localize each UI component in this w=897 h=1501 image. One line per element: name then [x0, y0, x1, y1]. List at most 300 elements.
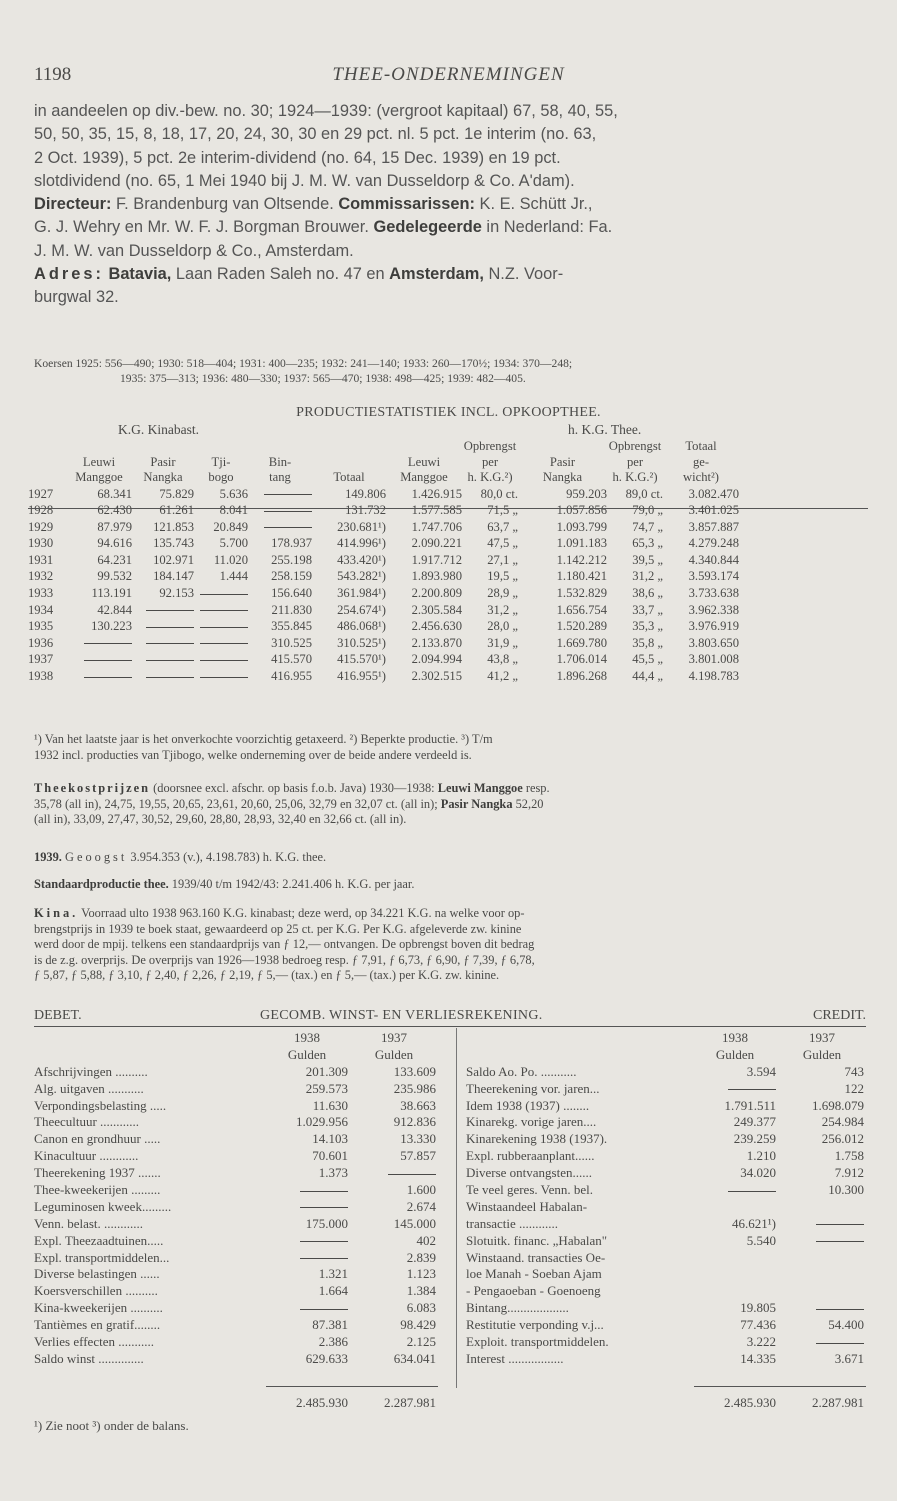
theekostprijzen-text: resp.: [522, 781, 550, 795]
ledger-title: GECOMB. WINST- EN VERLIESREKENING.: [260, 1008, 543, 1023]
ledger-value-1938: 2.386: [318, 1334, 348, 1350]
empty-dash: [146, 677, 194, 678]
ledger-value-1937: [780, 1334, 864, 1351]
leuwi-manggoe-label: Leuwi Manggoe: [437, 781, 523, 795]
table-cell: 2.456.630: [411, 619, 462, 634]
ledger-row: [34, 1064, 444, 1081]
ledger-value-1937: 1.758: [834, 1148, 864, 1164]
table-cell: 1.669.780: [556, 635, 607, 650]
unit-label: Gulden: [287, 1046, 327, 1062]
ledger-label: Koersverschillen ..........: [34, 1283, 158, 1299]
ledger-value-1938: [266, 1182, 348, 1199]
empty-dash: [146, 627, 194, 628]
table-row: [28, 486, 739, 503]
empty-dash: [200, 643, 248, 644]
ledger-value-1938: 239.259: [733, 1131, 776, 1147]
ledger-row: [34, 1250, 444, 1267]
table-row: [28, 618, 739, 635]
table-cell: 1.577.585: [411, 503, 462, 518]
ledger-label: Theerekening vor. jaren...: [466, 1080, 600, 1096]
table-cell: 65,3 „: [632, 536, 663, 551]
ledger-value-1938: 1.791.511: [724, 1097, 776, 1113]
table-cell: 35,3 „: [632, 619, 663, 634]
credit-total-1938: 2.485.930: [724, 1395, 776, 1410]
table-cell: [194, 618, 248, 635]
table-cell: 959.203: [566, 486, 607, 501]
table-cell: 355.845: [271, 619, 312, 634]
ledger-label: Diverse belastingen ......: [34, 1266, 160, 1282]
ledger-value-1937: 133.609: [393, 1063, 436, 1079]
table-cell: 415.570¹): [337, 652, 386, 667]
ledger-label: Kinarekg. vorige jaren....: [466, 1114, 597, 1130]
amsterdam-address: N.Z. Voor-: [483, 265, 564, 284]
table-rule: [28, 508, 868, 509]
table-cell: 80,0 ct.: [480, 486, 518, 501]
ledger-row: [466, 1300, 866, 1317]
table-cell: 8.041: [219, 503, 248, 518]
table-cell: 1.520.289: [556, 619, 607, 634]
table-cell: 31,9 „: [487, 635, 518, 650]
ledger-value-1938: 1.664: [318, 1283, 348, 1299]
ledger-label: Expl. transportmiddelen...: [34, 1249, 170, 1265]
ledger-row: [34, 1131, 444, 1148]
ledger-value-1938: [266, 1199, 348, 1216]
ledger-value-1937: [780, 1233, 864, 1250]
ledger-label: loe Manah - Soeban Ajam: [466, 1266, 602, 1282]
ledger-label: Exploit. transportmiddelen.: [466, 1334, 609, 1350]
ledger-value-1938: 34.020: [740, 1165, 776, 1181]
geoogst-label: Geoogst: [65, 850, 128, 864]
debet-total-1938: 2.485.930: [296, 1395, 348, 1410]
empty-dash: [300, 1207, 348, 1208]
table-cell: 2.200.809: [411, 586, 462, 601]
running-title: THEE-ONDERNEMINGEN: [332, 64, 565, 85]
productie-title: PRODUCTIESTATISTIEK INCL. OPKOOPTHEE.: [296, 405, 601, 420]
table-cell: 2.302.515: [411, 669, 462, 684]
table-cell: 74,7 „: [632, 519, 663, 534]
theekostprijzen-line: (all in), 33,09, 27,47, 30,52, 29,60, 28,80, 28,93, 32,40 en 32,66 ct. (all in).: [34, 812, 407, 826]
table-cell: 3.733.638: [688, 586, 739, 601]
intro-line: 50, 50, 35, 15, 8, 18, 17, 20, 24, 30, 30 en 29 pct. nl. 5 pct. 1e interim (no. 63,: [34, 125, 597, 144]
theekostprijzen-text: 35,78 (all in), 24,75, 19,55, 20,65, 23,61, 20,60, 25,06, 32,79 en 32,07 ct. (all in);: [34, 796, 441, 811]
table-cell: 1.706.014: [556, 652, 607, 667]
empty-dash: [300, 1241, 348, 1242]
credit-total-1937: 2.287.981: [812, 1395, 864, 1410]
ledger-row: [34, 1098, 444, 1115]
table-cell: 94.616: [97, 536, 132, 551]
empty-dash: [200, 677, 248, 678]
table-cell: [132, 668, 194, 685]
table-cell: 3.962.338: [688, 602, 739, 617]
ledger-value-1938: 1.210: [746, 1148, 776, 1164]
table-cell: 3.976.919: [688, 619, 739, 634]
ledger-label: transactie ............: [466, 1215, 559, 1231]
ledger-row: [34, 1199, 444, 1216]
ledger-label: Leguminosen kweek.........: [34, 1198, 172, 1214]
debet-totals: [34, 1395, 444, 1412]
theekostprijzen-text: 52,20: [512, 796, 544, 811]
ledger-value-1937: 3.671: [834, 1350, 864, 1366]
amsterdam-label: Amsterdam,: [389, 265, 484, 284]
column-header: Bin- tang: [268, 454, 292, 484]
table-cell: 1.426.915: [411, 486, 462, 501]
standaardproductie-text: 1939/40 t/m 1942/43: 2.241.406 h. K.G. per jaar.: [168, 877, 415, 891]
table-cell: [194, 602, 248, 619]
table-cell: 31,2 „: [487, 602, 518, 617]
table-cell: 1.893.980: [411, 569, 462, 584]
table-cell: 416.955¹): [337, 669, 386, 684]
empty-dash: [816, 1309, 864, 1310]
ledger-label: Te veel geres. Venn. bel.: [466, 1182, 593, 1198]
page-number: 1198: [34, 64, 72, 85]
table-cell: 44,4 „: [632, 669, 663, 684]
intro-line: 2 Oct. 1939), 5 pct. 2e interim-dividend (no. 64, 15 Dec. 1939) en 19 pct.: [34, 148, 561, 167]
ledger-label: Thee-kweekerijen .........: [34, 1182, 161, 1198]
directeur-value: F. Brandenburg van Oltsende.: [111, 195, 339, 214]
ledger-row: [34, 1317, 444, 1334]
ledger-label: Kinarekening 1938 (1937).: [466, 1131, 608, 1147]
table-cell: 39,5 „: [632, 552, 663, 567]
ledger-value-1938: 201.309: [305, 1063, 348, 1079]
table-cell: 3.803.650: [688, 635, 739, 650]
table-cell: 92.153: [159, 586, 194, 601]
empty-dash: [146, 643, 194, 644]
year-cell: 1937: [28, 652, 54, 667]
ledger-value-1938: 1.029.956: [296, 1114, 348, 1130]
empty-dash: [200, 627, 248, 628]
ledger-row: [34, 1351, 444, 1368]
year-header: [28, 439, 66, 486]
table-row: [28, 519, 739, 536]
koersen-block: [34, 357, 866, 386]
empty-dash: [200, 594, 248, 595]
ledger-row: [34, 1266, 444, 1283]
ledger-value-1937: [352, 1165, 436, 1182]
ledger-value-1937: 2.125: [406, 1334, 436, 1350]
gedelegeerde-label: Gedelegeerde: [373, 218, 482, 237]
table-cell: 1.091.183: [556, 536, 607, 551]
geoogst-text: 3.954.353 (v.), 4.198.783) h. K.G. thee.: [127, 850, 327, 864]
unit-label: Gulden: [802, 1046, 842, 1062]
table-cell: 1.747.706: [411, 519, 462, 534]
empty-dash: [84, 677, 132, 678]
ledger-row: [34, 1182, 444, 1199]
ledger-value-1937: 254.984: [821, 1114, 864, 1130]
table-cell: 3.401.025: [688, 503, 739, 518]
ledger-row: [34, 1233, 444, 1250]
intro-line: J. M. W. van Dusseldorp & Co., Amsterdam.: [34, 241, 354, 260]
table-cell: 79,0 „: [632, 503, 663, 518]
table-cell: 149.806: [345, 486, 386, 501]
table-cell: 258.159: [271, 569, 312, 584]
credit-totals: [466, 1395, 866, 1412]
table-row: [28, 585, 739, 602]
empty-dash: [728, 1191, 776, 1192]
ledger-row: [466, 1334, 866, 1351]
table-cell: 310.525¹): [337, 635, 386, 650]
year-1937: 1937: [381, 1030, 407, 1045]
table-row: [28, 502, 739, 519]
table-cell: 11.020: [213, 552, 248, 567]
table-cell: 4.198.783: [688, 669, 739, 684]
ledger-value-1937: 7.912: [834, 1165, 864, 1181]
ledger-divider: [456, 1028, 457, 1388]
table-cell: [194, 668, 248, 685]
table-cell: 38,6 „: [632, 586, 663, 601]
year-1938: 1938: [294, 1030, 320, 1045]
ledger-label: Alg. uitgaven ...........: [34, 1080, 144, 1096]
table-row: [28, 602, 739, 619]
kinabast-group-label: K.G. Kinabast.: [118, 422, 199, 437]
kina-label: Kina.: [34, 906, 79, 920]
empty-dash: [146, 660, 194, 661]
ledger-unit-row: [34, 1047, 444, 1064]
ledger-value-1938: [266, 1300, 348, 1317]
year-cell: 1932: [28, 569, 54, 584]
ledger-row: [34, 1148, 444, 1165]
footnote-line: ¹) Van het laatste jaar is het onverkochte voorzichtig getaxeerd. ²) Beperkte productie. ³) T/m: [34, 732, 493, 746]
table-cell: [248, 502, 312, 519]
table-cell: 63,7 „: [487, 519, 518, 534]
ledger-value-1938: [694, 1081, 776, 1098]
company-intro: [34, 100, 866, 310]
table-cell: 61.261: [159, 503, 194, 518]
table-cell: 178.937: [271, 536, 312, 551]
table-cell: [66, 668, 132, 685]
table-cell: 2.305.584: [411, 602, 462, 617]
kina-line: ƒ 5,87, ƒ 5,88, ƒ 3,10, ƒ 2,40, ƒ 2,26, ƒ 2,19, ƒ 5,— (tax.) en ƒ 5,— (tax.) per K.G. zw. kinine.: [34, 968, 500, 982]
ledger-label: Theecultuur ............: [34, 1114, 140, 1130]
table-cell: 3.857.887: [688, 519, 739, 534]
table-cell: [132, 651, 194, 668]
column-header: Pasir Nangka: [143, 454, 183, 484]
ledger-value-1937: 122: [844, 1080, 864, 1096]
ledger-value-1938: 70.601: [312, 1148, 348, 1164]
ledger-row: [466, 1098, 866, 1115]
ledger-value-1938: [266, 1250, 348, 1267]
table-cell: 28,9 „: [487, 586, 518, 601]
ledger-label: Saldo Ao. Po. ...........: [466, 1063, 577, 1079]
table-cell: 28,0 „: [487, 619, 518, 634]
empty-dash: [146, 610, 194, 611]
table-cell: [248, 519, 312, 536]
table-cell: 62.430: [97, 503, 132, 518]
ledger-top-rule: [34, 1026, 866, 1027]
intro-line: [34, 216, 866, 239]
ledger-value-1938: 259.573: [305, 1080, 348, 1096]
ledger-value-1938: 87.381: [312, 1317, 348, 1333]
table-cell: 20.849: [213, 519, 248, 534]
ledger-value-1938: 629.633: [305, 1350, 348, 1366]
ledger-value-1937: 256.012: [821, 1131, 864, 1147]
ledger-value-1938: 77.436: [740, 1317, 776, 1333]
table-row: [28, 552, 739, 569]
ledger-value-1937: 743: [844, 1063, 864, 1079]
ledger-value-1938: 14.103: [312, 1131, 348, 1147]
table-cell: 5.636: [219, 486, 248, 501]
ledger-label: Expl. Theezaadtuinen.....: [34, 1232, 164, 1248]
productie-header-row: [28, 439, 739, 486]
ledger-value-1937: 145.000: [393, 1215, 436, 1231]
ledger-row: [34, 1283, 444, 1300]
table-row: [28, 635, 739, 652]
unit-label: Gulden: [374, 1046, 414, 1062]
ledger-row: [466, 1182, 866, 1199]
year-1938: 1938: [722, 1030, 748, 1045]
productie-footnotes: [34, 732, 866, 763]
ledger-row: [466, 1148, 866, 1165]
ledger-label: Diverse ontvangsten......: [466, 1165, 593, 1181]
table-cell: [194, 651, 248, 668]
intro-line: burgwal 32.: [34, 288, 119, 307]
table-cell: 33,7 „: [632, 602, 663, 617]
table-cell: [132, 618, 194, 635]
year-cell: 1927: [28, 486, 54, 501]
standaardproductie-label: Standaardproductie thee.: [34, 877, 169, 891]
empty-dash: [816, 1241, 864, 1242]
empty-dash: [728, 1089, 776, 1090]
ledger-value-1937: 54.400: [828, 1317, 864, 1333]
ledger-label: - Pengaoeban - Goenoeng: [466, 1283, 601, 1299]
ledger-row: [466, 1317, 866, 1334]
ledger-row: [34, 1216, 444, 1233]
table-row: [28, 651, 739, 668]
kina-block: [34, 906, 866, 984]
theekostprijzen-text: (doorsnee excl. afschr. op basis f.o.b. Java) 1930—1938:: [150, 781, 438, 795]
table-cell: 230.681¹): [337, 519, 386, 534]
batavia-address: Laan Raden Saleh no. 47 en: [171, 265, 390, 284]
commissarissen-value: K. E. Schütt Jr.,: [474, 195, 593, 214]
ledger-value-1937: 38.663: [400, 1097, 436, 1113]
empty-dash: [84, 660, 132, 661]
ledger-row: [466, 1064, 866, 1081]
ledger-value-1938: 1.321: [318, 1266, 348, 1282]
column-header: Totaal ge- wicht²): [683, 439, 719, 484]
empty-dash: [200, 660, 248, 661]
ledger-row: [466, 1266, 866, 1283]
table-cell: 1.142.212: [556, 552, 607, 567]
ledger-row: [466, 1199, 866, 1216]
ledger-value-1937: 10.300: [828, 1182, 864, 1198]
ledger-label: Expl. rubberaanplant......: [466, 1148, 595, 1164]
table-cell: 89,0 ct.: [625, 486, 663, 501]
table-cell: 1.180.421: [556, 569, 607, 584]
ledger-value-1938: 1.373: [318, 1165, 348, 1181]
table-cell: 2.090.221: [411, 536, 462, 551]
page-header: [34, 64, 863, 88]
table-cell: 486.068¹): [337, 619, 386, 634]
table-cell: 75.829: [159, 486, 194, 501]
thee-group-label: h. K.G. Thee.: [568, 422, 642, 437]
ledger-value-1937: [780, 1300, 864, 1317]
table-cell: 4.279.248: [688, 536, 739, 551]
ledger-footnote: ¹) Zie noot ³) onder de balans.: [34, 1418, 189, 1433]
table-cell: 211.830: [271, 602, 312, 617]
year-cell: 1929: [28, 519, 54, 534]
table-cell: 43,8 „: [487, 652, 518, 667]
ledger-value-1938: 19.805: [740, 1300, 776, 1316]
table-cell: 1.057.856: [556, 503, 607, 518]
ledger-label: Winstaand. transacties Oe-: [466, 1249, 606, 1265]
ledger-label: Slotuitk. financ. „Habalan": [466, 1232, 608, 1248]
table-row: [28, 535, 739, 552]
ledger-value-1937: 634.041: [393, 1350, 436, 1366]
table-cell: 3.082.470: [688, 486, 739, 501]
table-cell: 361.984¹): [337, 586, 386, 601]
column-header: Pasir Nangka: [542, 454, 583, 484]
ledger-row: [34, 1081, 444, 1098]
ledger-label: Kinacultuur ............: [34, 1148, 139, 1164]
empty-dash: [200, 610, 248, 611]
table-row: [28, 668, 739, 685]
table-cell: 1.656.754: [556, 602, 607, 617]
table-cell: [248, 486, 312, 503]
ledger-row: [466, 1165, 866, 1182]
table-cell: 1.444: [219, 569, 248, 584]
ledger-label: Saldo winst ..............: [34, 1350, 144, 1366]
kina-line: is de z.g. overprijs. De overprijs van 1926—1938 bedroeg resp. ƒ 7,91, ƒ 6,73, ƒ 6,90, ƒ 7,39, ƒ 6,78,: [34, 952, 535, 967]
table-cell: 255.198: [271, 552, 312, 567]
ledger-value-1937: 1.600: [406, 1182, 436, 1198]
column-header: Leuwi Manggoe: [75, 454, 123, 484]
column-header: Tji- bogo: [208, 454, 234, 484]
ledger-year-row: [34, 1030, 444, 1047]
table-cell: 1.896.268: [556, 669, 607, 684]
empty-dash: [264, 511, 312, 512]
ledger-row: [466, 1233, 866, 1250]
table-row: [28, 568, 739, 585]
table-cell: 99.532: [97, 569, 132, 584]
geoogst-year: 1939.: [34, 850, 62, 864]
empty-dash: [388, 1174, 436, 1175]
column-header: Leuwi Manggoe: [400, 454, 448, 484]
koersen-line: Koersen 1925: 556—490; 1930: 518—404; 1931: 400—235; 1932: 241—140; 1933: 260—170½; 1934: 370—248;: [34, 357, 573, 370]
ledger-label: Interest .................: [466, 1350, 564, 1366]
empty-dash: [300, 1258, 348, 1259]
table-cell: 45,5 „: [632, 652, 663, 667]
table-cell: 113.191: [91, 586, 132, 601]
ledger-label: Tantièmes en gratif........: [34, 1317, 161, 1333]
footnote-line: 1932 incl. producties van Tjibogo, welke onderneming over de beide andere verdeeld is.: [34, 747, 472, 762]
table-cell: [194, 585, 248, 602]
koersen-line: 1935: 375—313; 1936: 480—330; 1937: 565—470; 1938: 498—425; 1939: 482—405.: [120, 371, 526, 385]
table-cell: 135.743: [153, 536, 194, 551]
empty-dash: [300, 1309, 348, 1310]
intro-line: in aandeelen op div.-bew. no. 30; 1924—1939: (vergroot kapitaal) 67, 58, 40, 55,: [34, 102, 618, 120]
ledger-value-1938: 14.335: [740, 1350, 776, 1366]
table-cell: 71,5 „: [487, 503, 518, 518]
empty-dash: [84, 643, 132, 644]
ledger-row: [34, 1300, 444, 1317]
directeur-label: Directeur:: [34, 195, 112, 214]
ledger-value-1938: [694, 1182, 776, 1199]
table-cell: [132, 635, 194, 652]
commissarissen-label: Commissarissen:: [338, 195, 475, 214]
table-cell: 433.420¹): [337, 552, 386, 567]
table-cell: 131.732: [345, 503, 386, 518]
productie-body: [28, 486, 739, 685]
table-cell: 5.700: [219, 536, 248, 551]
ledger-row: [466, 1250, 866, 1267]
table-cell: [66, 635, 132, 652]
table-cell: 87.979: [97, 519, 132, 534]
table-cell: 184.147: [153, 569, 194, 584]
table-cell: 310.525: [271, 635, 312, 650]
ledger-row: [466, 1114, 866, 1131]
ledger-row: [466, 1081, 866, 1098]
adres-label: Adres:: [34, 265, 104, 284]
empty-dash: [816, 1224, 864, 1225]
